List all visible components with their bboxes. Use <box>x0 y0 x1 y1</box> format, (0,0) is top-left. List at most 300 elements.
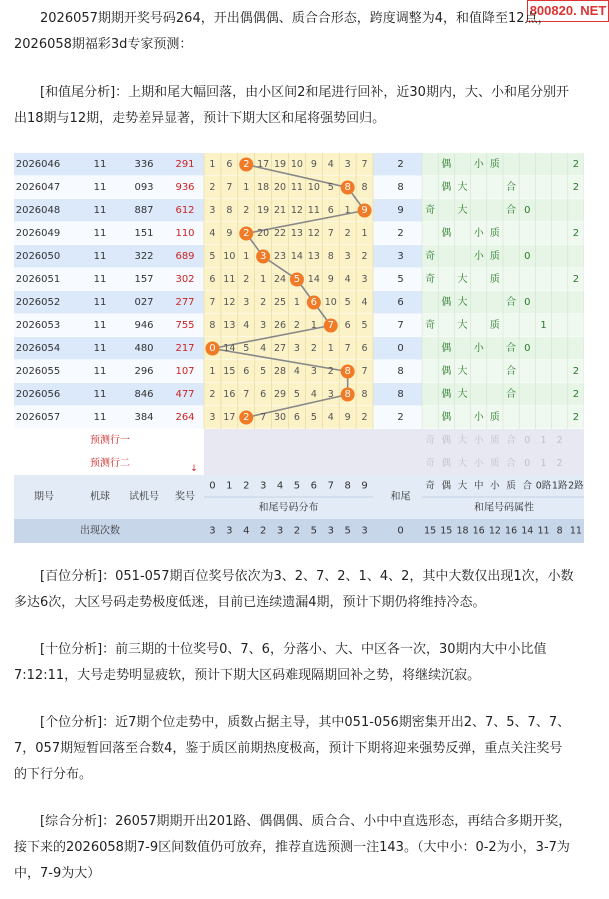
forecast-attr-cell: 0 <box>524 458 531 469</box>
bai-line-2: 多达6次，大区号码走势极度低迷，目前已连续遗漏4期，预计下期仍将维持冷态。 <box>14 595 486 610</box>
hezhiwei-line-2: 出18期与12期，走势差异显著，预计下期大区和尾将强势回归。 <box>14 111 386 126</box>
hit-ball-number: 5 <box>293 274 301 285</box>
hit-ball-number: 6 <box>310 297 318 308</box>
miss-count-cell: 6 <box>344 320 351 331</box>
attr-header: 1路 <box>551 480 568 492</box>
miss-count-cell: 7 <box>209 297 216 308</box>
miss-count-cell: 27 <box>274 343 287 354</box>
forecast-attr-cell: 2 <box>556 435 563 446</box>
miss-count-cell: 7 <box>361 159 368 170</box>
attr-cell: 1 <box>540 320 547 331</box>
attr-header: 小 <box>490 480 500 492</box>
issue-cell: 2026053 <box>15 320 61 331</box>
miss-count-cell: 4 <box>361 297 368 308</box>
attr-count-cell: 16 <box>472 525 485 537</box>
attr-cell: 质 <box>489 228 500 239</box>
miss-count-cell: 1 <box>293 297 300 308</box>
miss-count-cell: 10 <box>324 297 337 308</box>
prize-cell: 264 <box>175 412 195 423</box>
miss-count-cell: 3 <box>209 412 216 423</box>
machine-cell: 11 <box>93 389 107 400</box>
machine-cell: 11 <box>93 412 107 423</box>
miss-count-cell: 13 <box>307 251 320 262</box>
miss-count-cell: 3 <box>293 343 300 354</box>
miss-count-cell: 5 <box>344 297 351 308</box>
miss-count-cell: 25 <box>274 297 287 308</box>
attr-cell: 大 <box>457 182 468 193</box>
attr-cell: 小 <box>473 412 484 423</box>
hit-ball-number: 2 <box>243 228 250 239</box>
zonghe-paragraph <box>14 809 604 887</box>
prize-cell: 107 <box>175 366 195 377</box>
miss-count-cell: 2 <box>209 182 216 193</box>
forecast-attr-cell: 合 <box>506 435 516 446</box>
miss-count-cell: 7 <box>243 389 250 400</box>
miss-count-cell: 2 <box>293 320 300 331</box>
miss-count-cell: 4 <box>260 343 267 354</box>
attr-cell: 偶 <box>441 389 452 400</box>
miss-count-cell: 7 <box>361 366 368 377</box>
attr-cell: 0 <box>524 251 531 262</box>
miss-count-cell: 6 <box>209 274 216 285</box>
count-cell: 3 <box>361 525 368 537</box>
miss-count-cell: 3 <box>327 389 334 400</box>
miss-count-cell: 10 <box>223 251 236 262</box>
miss-count-cell: 7 <box>226 182 233 193</box>
attr-cell: 偶 <box>441 182 452 193</box>
miss-count-cell: 2 <box>361 251 368 262</box>
miss-count-cell: 6 <box>293 412 300 423</box>
attr-cell: 偶 <box>441 297 452 308</box>
hit-ball-number: 8 <box>344 389 351 400</box>
attr-count-cell: 14 <box>521 525 534 537</box>
hezhiwei-paragraph <box>14 80 604 132</box>
prize-cell: 110 <box>175 228 195 239</box>
hewei-cell: 3 <box>397 251 404 262</box>
trend-chart <box>14 153 584 543</box>
count-cell: 2 <box>259 525 267 537</box>
miss-count-cell: 9 <box>344 412 351 423</box>
miss-count-cell: 13 <box>223 320 236 331</box>
miss-count-cell: 2 <box>243 274 250 285</box>
attr-cell: 合 <box>506 366 517 377</box>
miss-count-cell: 8 <box>226 205 233 216</box>
attr-cell: 大 <box>457 205 468 216</box>
attr-cell: 质 <box>489 274 500 285</box>
machine-cell: 11 <box>93 159 107 170</box>
attr-cell: 偶 <box>441 343 452 354</box>
attr-cell: 质 <box>489 320 500 331</box>
intro-line-1: 2026057期期开奖号码264，开出偶偶偶、质合合形态，跨度调整为4，和值降至12点， <box>40 11 551 26</box>
miss-count-cell: 6 <box>243 366 250 377</box>
issue-cell: 2026052 <box>15 297 61 308</box>
intro-line-2: 2026058期福彩3d专家预测： <box>14 37 193 52</box>
test-cell: 093 <box>134 182 154 193</box>
miss-count-cell: 5 <box>293 389 300 400</box>
attr-cell: 偶 <box>441 366 452 377</box>
attr-cell: 偶 <box>441 412 452 423</box>
forecast-row-label: 预测行一 <box>90 435 130 446</box>
prize-cell: 217 <box>175 343 195 354</box>
forecast-attr-cell: 0 <box>524 435 531 446</box>
attr-cell: 2 <box>572 159 580 170</box>
hewei-cell: 7 <box>397 320 404 331</box>
forecast-arrow: ↓ <box>190 464 198 474</box>
attr-header: 偶 <box>441 480 452 492</box>
hit-ball-number: 2 <box>243 159 250 170</box>
miss-count-cell: 4 <box>327 159 334 170</box>
count-cell: 5 <box>344 525 351 537</box>
ge-paragraph <box>14 710 604 788</box>
prize-cell: 612 <box>175 205 195 216</box>
digit-header: 8 <box>344 480 351 492</box>
miss-count-cell: 11 <box>223 274 236 285</box>
miss-count-cell: 1 <box>310 320 317 331</box>
count-cell: 3 <box>226 525 233 537</box>
intro-paragraph <box>14 6 604 58</box>
attr-cell: 2 <box>572 182 580 193</box>
miss-count-cell: 15 <box>223 366 236 377</box>
ge-line-2: 7，057期短暂回落至合数4，鉴于质区前期热度极高，预计下期将迎来强势反弹，重点关注奖号 <box>14 741 563 756</box>
miss-count-cell: 1 <box>209 366 216 377</box>
miss-count-cell: 1 <box>361 228 368 239</box>
hewei-cell: 8 <box>397 182 404 193</box>
miss-count-cell: 14 <box>223 343 236 354</box>
miss-count-cell: 30 <box>274 412 287 423</box>
hit-ball-number: 8 <box>344 366 351 377</box>
miss-count-cell: 5 <box>260 366 267 377</box>
miss-count-cell: 24 <box>274 274 287 285</box>
issue-cell: 2026048 <box>15 205 61 216</box>
prize-cell: 755 <box>175 320 195 331</box>
miss-count-cell: 6 <box>260 389 267 400</box>
count-cell: 2 <box>293 525 301 537</box>
miss-count-cell: 2 <box>344 228 351 239</box>
hewei-cell: 6 <box>397 297 404 308</box>
digit-header: 5 <box>293 480 301 492</box>
attr-cell: 0 <box>524 205 531 216</box>
attr-cell: 2 <box>572 389 580 400</box>
miss-count-cell: 12 <box>223 297 236 308</box>
forecast-attr-cell: 大 <box>457 435 468 446</box>
machine-cell: 11 <box>93 182 107 193</box>
miss-count-cell: 3 <box>361 274 368 285</box>
machine-cell: 11 <box>93 297 107 308</box>
attr-cell: 奇 <box>425 320 436 331</box>
forecast-attr-cell: 质 <box>490 435 500 446</box>
test-cell: 336 <box>134 159 154 170</box>
miss-count-cell: 5 <box>209 251 216 262</box>
attr-cell: 质 <box>489 251 500 262</box>
test-cell: 027 <box>134 297 154 308</box>
hewei-cell: 2 <box>397 159 404 170</box>
watermark-logo: 800820. NET <box>527 0 609 22</box>
digit-header: 7 <box>327 480 334 492</box>
hit-ball-number: 7 <box>327 320 334 331</box>
hewei-cell: 2 <box>397 228 404 239</box>
miss-count-cell: 20 <box>274 182 287 193</box>
miss-count-cell: 2 <box>310 343 317 354</box>
issue-cell: 2026057 <box>15 412 61 423</box>
miss-count-cell: 9 <box>226 228 233 239</box>
miss-count-cell: 17 <box>223 412 236 423</box>
issue-cell: 2026049 <box>15 228 61 239</box>
zonghe-line-3: 中，7-9为大） <box>14 866 101 881</box>
miss-count-cell: 12 <box>290 205 303 216</box>
miss-count-cell: 8 <box>327 251 334 262</box>
miss-count-cell: 8 <box>361 389 368 400</box>
issue-cell: 2026054 <box>15 343 61 354</box>
machine-cell: 11 <box>93 228 107 239</box>
miss-count-cell: 2 <box>327 366 334 377</box>
miss-count-cell: 5 <box>243 343 250 354</box>
hit-ball-number: 0 <box>209 343 216 354</box>
forecast-attr-cell: 1 <box>540 435 547 446</box>
hewei-cell: 8 <box>397 389 404 400</box>
test-cell: 322 <box>134 251 154 262</box>
miss-count-cell: 4 <box>310 389 317 400</box>
hit-ball-number: 2 <box>243 412 250 423</box>
miss-count-cell: 3 <box>209 205 216 216</box>
prize-cell: 302 <box>175 274 195 285</box>
attr-cell: 2 <box>572 274 580 285</box>
digit-header: 3 <box>259 480 267 492</box>
miss-count-cell: 3 <box>243 297 250 308</box>
miss-count-cell: 2 <box>209 389 216 400</box>
attr-cell: 奇 <box>425 205 436 216</box>
issue-cell: 2026056 <box>15 389 61 400</box>
attr-count-cell: 8 <box>556 525 563 537</box>
miss-count-cell: 3 <box>260 320 267 331</box>
miss-count-cell: 11 <box>307 205 320 216</box>
attr-count-cell: 11 <box>569 525 582 537</box>
miss-count-cell: 22 <box>274 228 287 239</box>
miss-count-cell: 16 <box>223 389 236 400</box>
attr-cell: 小 <box>473 228 484 239</box>
miss-count-cell: 10 <box>307 182 320 193</box>
machine-cell: 11 <box>93 343 107 354</box>
forecast-attr-cell: 大 <box>457 458 468 469</box>
attr-cell: 2 <box>572 366 580 377</box>
miss-count-cell: 29 <box>274 389 287 400</box>
miss-count-cell: 10 <box>290 159 303 170</box>
issue-cell: 2026051 <box>15 274 61 285</box>
forecast-attr-cell: 合 <box>506 458 516 469</box>
machine-cell: 11 <box>93 274 107 285</box>
count-cell: 3 <box>276 525 284 537</box>
forecast-attr-cell: 奇 <box>425 435 435 446</box>
attr-header: 质 <box>506 480 516 492</box>
test-cell: 887 <box>134 205 154 216</box>
miss-count-cell: 2 <box>260 297 267 308</box>
attr-cell: 偶 <box>441 159 452 170</box>
hewei-cell: 9 <box>397 205 404 216</box>
miss-count-cell: 2 <box>361 412 368 423</box>
count-cell: 5 <box>310 525 318 537</box>
shi-line-1: [十位分析]：前三期的十位奖号0、7、6，分落小、大、中区各一次，30期内大中小比值 <box>40 642 547 657</box>
digit-header: 9 <box>361 480 368 492</box>
issue-header: 期号 <box>34 491 54 503</box>
attr-cell: 合 <box>506 297 517 308</box>
test-cell: 846 <box>134 389 154 400</box>
digit-header: 6 <box>310 480 318 492</box>
digit-header: 4 <box>276 480 284 492</box>
forecast-attr-cell: 小 <box>473 458 484 469</box>
attr-cell: 大 <box>457 274 468 285</box>
miss-count-cell: 11 <box>290 182 303 193</box>
miss-count-cell: 3 <box>344 159 351 170</box>
miss-count-cell: 9 <box>310 159 317 170</box>
hezhiwei-line-1: [和值尾分析]：上期和尾大幅回落，由小区间2和尾进行回补，近30期内，大、小和尾分别开 <box>40 85 569 100</box>
attr-header: 2路 <box>568 480 584 492</box>
prize-cell: 936 <box>175 182 195 193</box>
forecast-attr-cell: 2 <box>556 458 563 469</box>
attr-group-header: 和尾号码属性 <box>474 502 534 514</box>
attr-count-cell: 11 <box>537 525 550 537</box>
miss-count-cell: 13 <box>290 228 303 239</box>
attr-header: 奇 <box>425 480 435 492</box>
miss-count-cell: 14 <box>290 251 303 262</box>
digit-header: 0 <box>209 480 216 492</box>
attr-cell: 大 <box>457 366 468 377</box>
dist-header: 和尾号码分布 <box>258 502 319 514</box>
trend-chart-svg <box>14 153 584 543</box>
miss-count-cell: 1 <box>243 182 250 193</box>
hit-ball-number: 3 <box>259 251 267 262</box>
hewei-header: 和尾 <box>390 491 411 503</box>
attr-count-cell: 15 <box>424 525 437 537</box>
attr-count-cell: 16 <box>505 525 518 537</box>
digit-header: 1 <box>226 480 233 492</box>
miss-count-cell: 20 <box>257 228 270 239</box>
attr-count-cell: 12 <box>488 525 501 537</box>
count-cell: 3 <box>327 525 334 537</box>
miss-count-cell: 4 <box>344 274 351 285</box>
miss-count-cell: 1 <box>243 251 250 262</box>
test-cell: 946 <box>134 320 154 331</box>
machine-cell: 11 <box>93 251 107 262</box>
prize-cell: 291 <box>175 159 195 170</box>
miss-count-cell: 12 <box>307 228 320 239</box>
miss-count-cell: 8 <box>361 182 368 193</box>
attr-cell: 2 <box>572 412 580 423</box>
zonghe-line-1: [综合分析]：26057期期开出201路、偶偶偶、质合合、小中中直选形态，再结合多期开奖， <box>40 814 572 829</box>
miss-count-cell: 1 <box>344 205 351 216</box>
test-cell: 151 <box>134 228 154 239</box>
miss-count-cell: 6 <box>361 343 368 354</box>
miss-count-cell: 3 <box>310 366 317 377</box>
miss-count-cell: 19 <box>257 205 270 216</box>
attr-cell: 小 <box>473 251 484 262</box>
miss-count-cell: 28 <box>274 366 287 377</box>
attr-header: 大 <box>457 480 468 492</box>
miss-count-cell: 21 <box>274 205 287 216</box>
miss-count-cell: 3 <box>344 251 351 262</box>
prize-cell: 689 <box>175 251 195 262</box>
miss-count-cell: 7 <box>260 412 267 423</box>
prize-header: 奖号 <box>175 491 195 503</box>
miss-count-cell: 14 <box>307 274 320 285</box>
bai-line-1: [百位分析]：051-057期百位奖号依次为3、2、7、2、1、4、2，其中大数仅出现1次，小数 <box>40 569 574 584</box>
issue-cell: 2026046 <box>15 159 61 170</box>
forecast-attr-cell: 1 <box>540 458 547 469</box>
attr-cell: 大 <box>457 297 468 308</box>
attr-cell: 小 <box>473 343 484 354</box>
count-cell: 3 <box>209 525 216 537</box>
miss-count-cell: 5 <box>327 182 334 193</box>
test-cell: 296 <box>134 366 154 377</box>
attr-header: 合 <box>522 480 533 492</box>
attr-cell: 质 <box>489 159 500 170</box>
attr-count-cell: 15 <box>440 525 453 537</box>
miss-count-cell: 9 <box>327 274 334 285</box>
attr-cell: 合 <box>506 205 517 216</box>
forecast-attr-cell: 奇 <box>425 458 435 469</box>
zonghe-line-2: 接下来的2026058期7-9区间数值仍可放弃，推荐直选预测一注143。（大中小：0-2为小，3-7为 <box>14 840 570 855</box>
attr-cell: 奇 <box>425 251 436 262</box>
hewei-cell: 8 <box>397 366 404 377</box>
hewei-cell: 5 <box>397 274 404 285</box>
attr-header: 中 <box>473 480 484 492</box>
attr-cell: 偶 <box>441 228 452 239</box>
attr-cell: 奇 <box>425 274 436 285</box>
forecast-row-label: 预测行二 <box>90 458 130 469</box>
miss-count-cell: 19 <box>274 159 287 170</box>
prize-cell: 277 <box>175 297 195 308</box>
count-cell: 4 <box>243 525 250 537</box>
shi-paragraph <box>14 637 604 689</box>
test-cell: 480 <box>134 343 154 354</box>
machine-cell: 11 <box>93 205 107 216</box>
machine-cell: 11 <box>93 320 107 331</box>
miss-count-cell: 23 <box>274 251 287 262</box>
machine-header: 机球 <box>90 491 110 503</box>
forecast-attr-cell: 质 <box>490 458 500 469</box>
prize-cell: 477 <box>175 389 195 400</box>
attr-cell: 合 <box>506 389 517 400</box>
issue-cell: 2026047 <box>15 182 61 193</box>
miss-count-cell: 2 <box>243 205 250 216</box>
count-label: 出现次数 <box>80 525 120 537</box>
test-cell: 157 <box>134 274 154 285</box>
issue-cell: 2026055 <box>15 366 61 377</box>
attr-cell: 合 <box>506 182 517 193</box>
attr-cell: 质 <box>489 412 500 423</box>
hewei-count-cell: 0 <box>397 525 404 537</box>
miss-count-cell: 4 <box>293 366 300 377</box>
hit-ball-number: 8 <box>344 182 351 193</box>
attr-cell: 2 <box>572 228 580 239</box>
forecast-attr-cell: 小 <box>473 435 484 446</box>
miss-count-cell: 6 <box>327 205 334 216</box>
bai-paragraph <box>14 564 604 616</box>
test-header: 试机号 <box>129 491 159 503</box>
test-cell: 384 <box>134 412 154 423</box>
attr-count-cell: 18 <box>456 525 469 537</box>
hewei-cell: 0 <box>397 343 404 354</box>
ge-line-1: [个位分析]：近7期个位走势中，质数占据主导，其中051-056期密集开出2、7、5、7、7、 <box>40 715 571 730</box>
attr-header: 0路 <box>535 480 552 492</box>
miss-count-cell: 7 <box>344 343 351 354</box>
attr-cell: 大 <box>457 389 468 400</box>
forecast-attr-cell: 偶 <box>441 435 452 446</box>
miss-count-cell: 6 <box>226 159 233 170</box>
miss-count-cell: 8 <box>209 320 216 331</box>
miss-count-cell: 5 <box>361 320 368 331</box>
attr-cell: 0 <box>524 343 531 354</box>
miss-count-cell: 1 <box>209 159 216 170</box>
machine-cell: 11 <box>93 366 107 377</box>
